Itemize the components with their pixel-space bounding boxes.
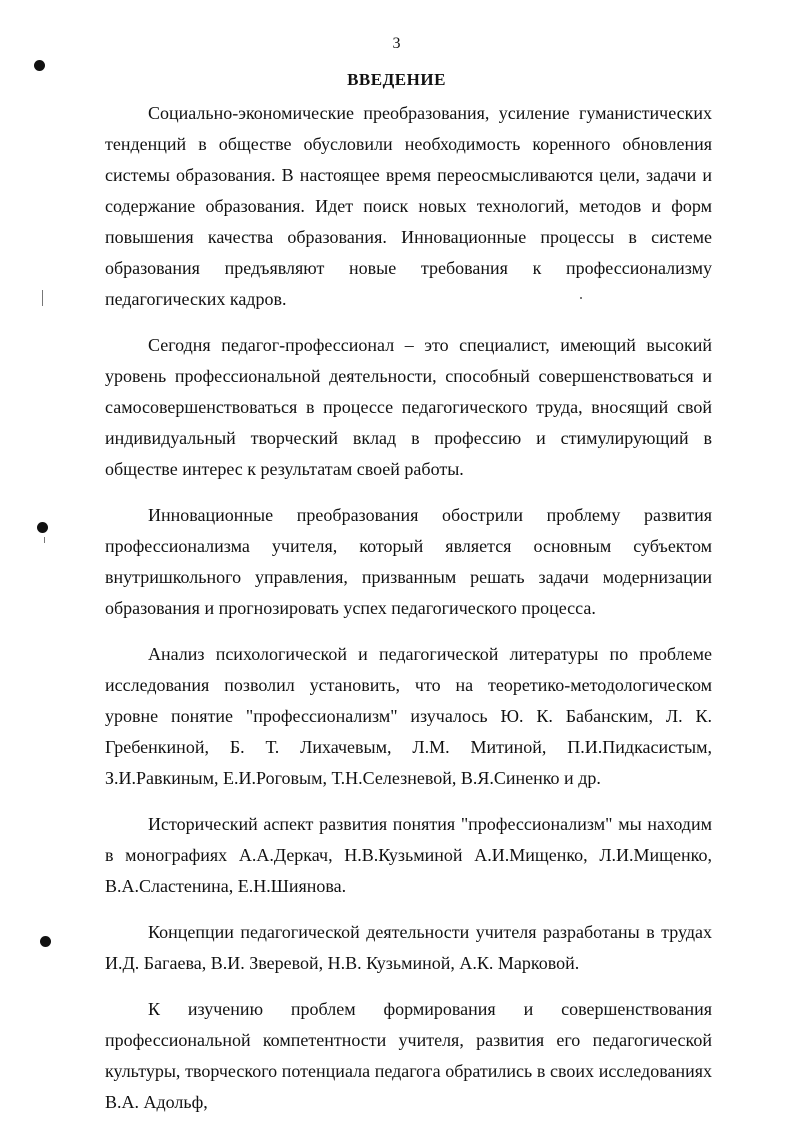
paragraph: Сегодня педагог-профессионал – это специалист, имеющий высокий уровень профессиональной деятельности, способный совершенствоваться и самосовершенствоваться в процессе педагогического труда, вносящий свой индивидуальный творческий вклад в профессию и стимулирующий в обществе интерес к результатам своей работы. xyxy=(105,335,712,479)
paragraph: Инновационные преобразования обострили проблему развития профессионализма учителя, который является основным субъектом внутришкольного управления, призванным решать задачи модернизации образования и прогнозировать успех педагогического процесса. xyxy=(105,505,712,618)
paragraph: Анализ психологической и педагогической литературы по проблеме исследования позволил установить, что на теоретико-методологическом уровне понятие "профессионализм" изучалось Ю. К. Бабанским, Л. К. Гребенкиной, Б. Т. Лихачевым, Л.М. Митиной, П.И.Пидкасистым, З.И.Равкиным, Е.И.Роговым, Т.Н.Селезневой, В.Я.Синенко и др. xyxy=(105,644,712,788)
paragraph: Концепции педагогической деятельности учителя разработаны в трудах И.Д. Багаева, В.И. Зверевой, Н.В. Кузьминой, А.К. Марковой. xyxy=(105,922,712,973)
body-text xyxy=(105,98,712,1133)
section-heading: ВВЕДЕНИЕ xyxy=(347,70,446,89)
paragraph: Социально-экономические преобразования, усиление гуманистических тенденций в обществе обусловили необходимость коренного обновления системы образования. В настоящее время переосмысливаются цели, задачи и содержание образования. Идет поиск новых технологий, методов и форм повышения качества образования. Инновационные процессы в системе образования предъявляют новые требования к профессионализму педагогических кадров. xyxy=(105,103,712,309)
scan-speck xyxy=(44,537,45,543)
punch-hole-mark xyxy=(37,522,48,533)
page-number: 3 xyxy=(392,35,401,52)
scan-speck xyxy=(42,290,43,306)
paragraph: К изучению проблем формирования и совершенствования профессиональной компетентности учителя, развития его педагогической культуры, творческого потенциала педагога обратились в своих исследованиях В.А. Адольф, xyxy=(105,999,712,1112)
punch-hole-mark xyxy=(40,936,51,947)
paragraph: Исторический аспект развития понятия "профессионализм" мы находим в монографиях А.А.Деркач, Н.В.Кузьминой А.И.Мищенко, Л.И.Мищенко, В.А.Сластенина, Е.Н.Шиянова. xyxy=(105,814,712,896)
